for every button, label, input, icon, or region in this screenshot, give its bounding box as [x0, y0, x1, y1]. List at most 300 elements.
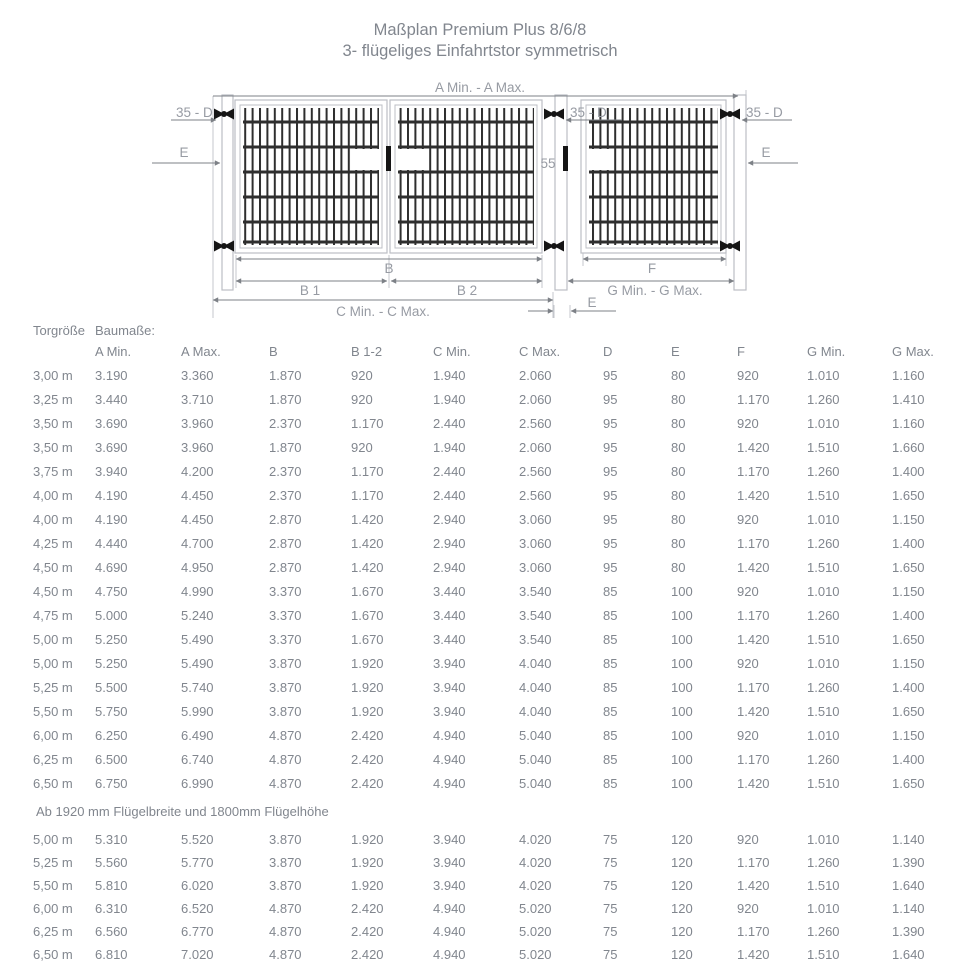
table-cell: 4,00 m	[33, 487, 73, 503]
table-row	[28, 897, 960, 920]
table-cell: 3.940	[433, 832, 466, 847]
table-cell: 5.520	[181, 832, 214, 847]
table-cell: 1.920	[351, 855, 384, 870]
table-cell: 2.060	[519, 439, 552, 455]
table-cell: 6.770	[181, 924, 214, 939]
table-cell: 3.870	[269, 832, 302, 847]
table-cell: 2.940	[433, 559, 466, 575]
table-cell: 1.650	[892, 703, 925, 719]
table-cell: 1.010	[807, 655, 840, 671]
table-cell: 1.170	[351, 463, 384, 479]
table-cell: 120	[671, 901, 693, 916]
col-header-baumasse: Baumaße:	[95, 322, 155, 338]
table-cell: 3.940	[433, 655, 466, 671]
table-cell: 2.940	[433, 535, 466, 551]
table-cell: 3,50 m	[33, 439, 73, 455]
dim-label-e-bottom: E	[587, 295, 597, 310]
table-cell: 4.940	[433, 901, 466, 916]
table-cell: 1.170	[737, 463, 770, 479]
table-cell: 4,00 m	[33, 511, 73, 527]
table-cell: 1.650	[892, 559, 925, 575]
table-cell: 5.990	[181, 703, 214, 719]
table-cell: 80	[671, 367, 686, 383]
table-cell: 920	[737, 727, 759, 743]
dim-label-b: B	[384, 261, 394, 276]
table-cell: 4.870	[269, 751, 302, 767]
table-cell: 120	[671, 924, 693, 939]
table-cell: 7.020	[181, 947, 214, 962]
table-cell: 85	[603, 631, 618, 647]
table-cell: 1.510	[807, 631, 840, 647]
table-cell: 3.190	[95, 367, 128, 383]
table-cell: 1.170	[737, 391, 770, 407]
table-cell: 1.150	[892, 727, 925, 743]
table-cell: 1.170	[737, 535, 770, 551]
table-cell: 1.260	[807, 679, 840, 695]
table-cell: 1.010	[807, 901, 840, 916]
table-cell: 1.420	[737, 703, 770, 719]
table-row	[28, 411, 960, 435]
table-row	[28, 675, 960, 699]
table-cell: 2.560	[519, 463, 552, 479]
dimension-tables	[28, 320, 960, 966]
table-cell: 920	[737, 901, 759, 916]
table-cell: 5.310	[95, 832, 128, 847]
table-cell: 1.920	[351, 832, 384, 847]
table-cell: 1.670	[351, 631, 384, 647]
table-cell: 1.410	[892, 391, 925, 407]
table-cell: 5.500	[95, 679, 128, 695]
table-cell: 4.870	[269, 901, 302, 916]
table-cell: 1.940	[433, 367, 466, 383]
table-cell: 4.040	[519, 703, 552, 719]
table-cell: 920	[351, 367, 373, 383]
gate-wing-3	[581, 100, 726, 253]
table-cell: 2.060	[519, 367, 552, 383]
middle-post	[555, 95, 567, 290]
table-cell: 80	[671, 559, 686, 575]
table-cell: 3.960	[181, 415, 214, 431]
table-row	[28, 828, 960, 851]
table-cell: 3,75 m	[33, 463, 73, 479]
table-cell: 2.420	[351, 901, 384, 916]
table-cell: 1.920	[351, 878, 384, 893]
table-cell: 4,50 m	[33, 583, 73, 599]
table-cell: 1.260	[807, 463, 840, 479]
table-cell: 100	[671, 727, 693, 743]
table-cell: 1.420	[351, 511, 384, 527]
col-header-c-max: C Max.	[519, 344, 561, 359]
table-cell: 85	[603, 703, 618, 719]
table-cell: 100	[671, 607, 693, 623]
table-cell: 120	[671, 947, 693, 962]
table-row	[28, 943, 960, 966]
table-cell: 1.510	[807, 487, 840, 503]
table-cell: 6.020	[181, 878, 214, 893]
table-cell: 2.420	[351, 751, 384, 767]
dim-label-d-mid: 35 - D	[570, 105, 607, 120]
table-cell: 1.260	[807, 924, 840, 939]
table-cell: 920	[737, 415, 759, 431]
side-latch-icon	[563, 146, 568, 171]
table-cell: 4.940	[433, 727, 466, 743]
table-cell: 6,50 m	[33, 775, 73, 791]
table-cell: 3.360	[181, 367, 214, 383]
table-cell: 3.440	[433, 631, 466, 647]
table-cell: 5.040	[519, 727, 552, 743]
gate-diagram	[0, 70, 960, 322]
table-cell: 1.650	[892, 631, 925, 647]
table-cell: 1.940	[433, 439, 466, 455]
table-cell: 5.250	[95, 631, 128, 647]
table-row	[28, 771, 960, 795]
table-cell: 3.710	[181, 391, 214, 407]
table-cell: 6.520	[181, 901, 214, 916]
table-cell: 4.870	[269, 727, 302, 743]
table-cell: 920	[737, 583, 759, 599]
table-cell: 1.260	[807, 751, 840, 767]
table-cell: 4.990	[181, 583, 214, 599]
col-header-torgroesse: Torgröße	[33, 322, 86, 338]
table-cell: 95	[603, 463, 618, 479]
table-cell: 5.020	[519, 947, 552, 962]
table-cell: 2.370	[269, 487, 302, 503]
table-cell: 1.660	[892, 439, 925, 455]
table-cell: 5.020	[519, 901, 552, 916]
table-cell: 4.870	[269, 924, 302, 939]
table-cell: 920	[737, 511, 759, 527]
table-cell: 4.190	[95, 487, 128, 503]
table-cell: 1.420	[737, 878, 770, 893]
table-cell: 3.870	[269, 878, 302, 893]
table-cell: 4.870	[269, 947, 302, 962]
table-cell: 1.420	[737, 631, 770, 647]
table-cell: 5,00 m	[33, 655, 73, 671]
table-cell: 1.510	[807, 703, 840, 719]
dimension-table-main	[28, 320, 960, 795]
table-cell: 1.170	[737, 751, 770, 767]
table-cell: 100	[671, 583, 693, 599]
dim-label-f: F	[647, 261, 657, 276]
dim-label-e-left: E	[179, 145, 189, 160]
table-cell: 4.750	[95, 583, 128, 599]
table-cell: 3.060	[519, 511, 552, 527]
page-title: Maßplan Premium Plus 8/6/8	[373, 21, 587, 39]
table-cell: 2.870	[269, 511, 302, 527]
table-cell: 2.420	[351, 775, 384, 791]
table-cell: 1.260	[807, 391, 840, 407]
table-cell: 4,25 m	[33, 535, 73, 551]
col-header-spacer	[28, 340, 90, 363]
table-cell: 5.000	[95, 607, 128, 623]
table-cell: 3.940	[433, 679, 466, 695]
table-cell: 1.010	[807, 832, 840, 847]
table-row	[28, 363, 960, 387]
table-cell: 1.940	[433, 391, 466, 407]
table-cell: 80	[671, 439, 686, 455]
table-cell: 1.010	[807, 415, 840, 431]
table-cell: 1.510	[807, 878, 840, 893]
table-cell: 1.010	[807, 511, 840, 527]
table-cell: 3.540	[519, 583, 552, 599]
table-row	[28, 723, 960, 747]
table-cell: 2.420	[351, 924, 384, 939]
table-cell: 85	[603, 607, 618, 623]
table-cell: 95	[603, 367, 618, 383]
table-cell: 75	[603, 947, 618, 962]
table-cell: 80	[671, 535, 686, 551]
dim-label-55: 55	[540, 156, 556, 171]
table-cell: 100	[671, 679, 693, 695]
table-cell: 3.870	[269, 679, 302, 695]
table-cell: 85	[603, 679, 618, 695]
table-cell: 75	[603, 832, 618, 847]
table-cell: 1.390	[892, 924, 925, 939]
table-row	[28, 387, 960, 411]
table-cell: 5.490	[181, 631, 214, 647]
table-row	[28, 747, 960, 771]
table-cell: 3.870	[269, 855, 302, 870]
table-cell: 2.370	[269, 463, 302, 479]
table-cell: 5.740	[181, 679, 214, 695]
gate-wing-1	[235, 100, 387, 253]
col-header-g-min: G Min.	[807, 344, 846, 359]
dim-label-d-left: 35 - D	[176, 105, 213, 120]
table-cell: 1.870	[269, 439, 302, 455]
table-row	[28, 874, 960, 897]
table-cell: 6.810	[95, 947, 128, 962]
table-cell: 3,25 m	[33, 391, 73, 407]
table-row	[28, 507, 960, 531]
col-header-b: B	[269, 344, 278, 359]
table-cell: 1.400	[892, 607, 925, 623]
table-cell: 6,00 m	[33, 901, 73, 916]
table-cell: 1.010	[807, 583, 840, 599]
table-cell: 1.260	[807, 855, 840, 870]
table-cell: 4.940	[433, 947, 466, 962]
left-post	[222, 95, 233, 290]
table-row	[28, 531, 960, 555]
table-cell: 2.420	[351, 727, 384, 743]
table-cell: 1.420	[737, 775, 770, 791]
table-cell: 6,50 m	[33, 947, 73, 962]
table-cell: 1.170	[351, 487, 384, 503]
table-cell: 3.940	[95, 463, 128, 479]
table-cell: 4.450	[181, 511, 214, 527]
table-cell: 4.040	[519, 655, 552, 671]
table-cell: 5.560	[95, 855, 128, 870]
table-cell: 1.170	[737, 607, 770, 623]
table-cell: 5.240	[181, 607, 214, 623]
table-cell: 4.020	[519, 878, 552, 893]
dim-label-b1: B 1	[299, 283, 321, 298]
table-cell: 6.560	[95, 924, 128, 939]
table-row	[28, 920, 960, 943]
table-cell: 1.420	[737, 559, 770, 575]
table-cell: 1.920	[351, 703, 384, 719]
table-cell: 100	[671, 655, 693, 671]
dim-label-e-right: E	[761, 145, 771, 160]
table-cell: 4.940	[433, 775, 466, 791]
dim-label-d-right: 35 - D	[746, 105, 783, 120]
col-header-a-min: A Min.	[95, 344, 132, 359]
table-cell: 5.490	[181, 655, 214, 671]
table-cell: 4.950	[181, 559, 214, 575]
table-cell: 5.810	[95, 878, 128, 893]
table-cell: 120	[671, 855, 693, 870]
table-cell: 2.560	[519, 487, 552, 503]
table-cell: 75	[603, 901, 618, 916]
col-header-b12: B 1-2	[351, 344, 383, 359]
table-cell: 1.140	[892, 901, 925, 916]
dim-label-c: C Min. - C Max.	[336, 304, 430, 319]
table-cell: 1.170	[351, 415, 384, 431]
table-cell: 3.870	[269, 655, 302, 671]
table-cell: 95	[603, 511, 618, 527]
col-header-f: F	[737, 344, 745, 359]
table-cell: 3.370	[269, 607, 302, 623]
table-cell: 5,50 m	[33, 703, 73, 719]
table-cell: 4.040	[519, 679, 552, 695]
table-cell: 1.870	[269, 367, 302, 383]
page-title-block	[0, 20, 960, 62]
table-cell: 120	[671, 832, 693, 847]
table-cell: 1.920	[351, 679, 384, 695]
table-cell: 3.940	[433, 703, 466, 719]
right-post	[734, 95, 746, 290]
table-cell: 5.250	[95, 655, 128, 671]
table-cell: 920	[737, 367, 759, 383]
table-cell: 2.370	[269, 415, 302, 431]
table-cell: 1.400	[892, 463, 925, 479]
table-cell: 1.510	[807, 947, 840, 962]
table-note: Ab 1920 mm Flügelbreite und 1800mm Flügelhöhe	[36, 804, 329, 819]
table-cell: 4.450	[181, 487, 214, 503]
table-cell: 3.940	[433, 855, 466, 870]
table-cell: 3.940	[433, 878, 466, 893]
col-header-c-min: C Min.	[433, 344, 471, 359]
table-cell: 5.750	[95, 703, 128, 719]
table-cell: 6,00 m	[33, 727, 73, 743]
table-cell: 4.190	[95, 511, 128, 527]
table-cell: 1.400	[892, 751, 925, 767]
table-cell: 2.440	[433, 415, 466, 431]
dimension-table-secondary	[28, 828, 960, 966]
table-cell: 85	[603, 775, 618, 791]
table-cell: 1.670	[351, 583, 384, 599]
table-cell: 1.420	[737, 947, 770, 962]
table-cell: 920	[351, 391, 373, 407]
table-cell: 6.310	[95, 901, 128, 916]
table-cell: 6.750	[95, 775, 128, 791]
table-cell: 100	[671, 703, 693, 719]
table-cell: 1.150	[892, 655, 925, 671]
table-cell: 5,00 m	[33, 631, 73, 647]
table-cell: 4.200	[181, 463, 214, 479]
table-cell: 4.690	[95, 559, 128, 575]
table-cell: 1.010	[807, 727, 840, 743]
table-cell: 85	[603, 583, 618, 599]
table-cell: 1.510	[807, 775, 840, 791]
table-cell: 4,75 m	[33, 607, 73, 623]
table-cell: 95	[603, 439, 618, 455]
table-cell: 3,00 m	[33, 367, 73, 383]
col-header-g-max: G Max.	[892, 344, 934, 359]
table-cell: 2.440	[433, 487, 466, 503]
page-subtitle: 3- flügeliges Einfahrtstor symmetrisch	[342, 42, 618, 60]
table-cell: 85	[603, 751, 618, 767]
table-cell: 1.420	[737, 487, 770, 503]
table-cell: 3.060	[519, 559, 552, 575]
table-cell: 2.870	[269, 559, 302, 575]
table-cell: 2.420	[351, 947, 384, 962]
table-row	[28, 603, 960, 627]
table-row	[28, 435, 960, 459]
table-cell: 80	[671, 487, 686, 503]
table-cell: 75	[603, 924, 618, 939]
table-cell: 3.540	[519, 631, 552, 647]
table-cell: 3.060	[519, 535, 552, 551]
table-cell: 1.400	[892, 535, 925, 551]
table-cell: 120	[671, 878, 693, 893]
table-row	[28, 459, 960, 483]
table-cell: 1.170	[737, 924, 770, 939]
table-cell: 4.700	[181, 535, 214, 551]
table-cell: 4.020	[519, 855, 552, 870]
table-cell: 1.670	[351, 607, 384, 623]
table-cell: 1.150	[892, 511, 925, 527]
table-cell: 100	[671, 751, 693, 767]
table-cell: 5,25 m	[33, 679, 73, 695]
table-row	[28, 627, 960, 651]
table-cell: 2.870	[269, 535, 302, 551]
table-cell: 1.390	[892, 855, 925, 870]
table-cell: 80	[671, 463, 686, 479]
table-cell: 1.650	[892, 775, 925, 791]
table-cell: 5.020	[519, 924, 552, 939]
table-cell: 95	[603, 391, 618, 407]
table-cell: 1.510	[807, 439, 840, 455]
table-cell: 3.540	[519, 607, 552, 623]
table-cell: 2.560	[519, 415, 552, 431]
table-row	[28, 483, 960, 507]
table-cell: 5.770	[181, 855, 214, 870]
table-cell: 3.690	[95, 415, 128, 431]
table-cell: 85	[603, 655, 618, 671]
table-cell: 80	[671, 391, 686, 407]
table-cell: 3,50 m	[33, 415, 73, 431]
table-cell: 1.420	[351, 559, 384, 575]
table-cell: 4.940	[433, 751, 466, 767]
table-cell: 100	[671, 631, 693, 647]
table-cell: 920	[351, 439, 373, 455]
table-cell: 1.510	[807, 559, 840, 575]
table-row	[28, 651, 960, 675]
table-cell: 75	[603, 878, 618, 893]
table-cell: 80	[671, 511, 686, 527]
table-cell: 75	[603, 855, 618, 870]
table-cell: 1.650	[892, 487, 925, 503]
table-cell: 2.060	[519, 391, 552, 407]
table-cell: 6,25 m	[33, 924, 73, 939]
table-cell: 920	[737, 655, 759, 671]
table-cell: 5,00 m	[33, 832, 73, 847]
table-cell: 1.640	[892, 947, 925, 962]
table-cell: 3.440	[95, 391, 128, 407]
table-cell: 1.420	[737, 439, 770, 455]
table-cell: 1.920	[351, 655, 384, 671]
table-cell: 1.260	[807, 607, 840, 623]
